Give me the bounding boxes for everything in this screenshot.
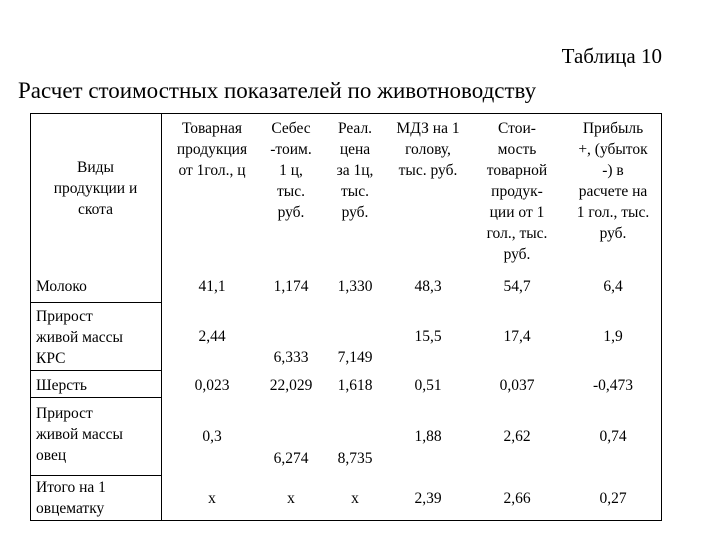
header-product-type: Виды продукции и скота [53,159,138,218]
table-cell: х [351,490,359,507]
table-cell: 17,4 [503,328,531,345]
row-label-total-per-ewe: Итого на 1 овцематку [36,479,106,517]
header-profit-loss: Прибыль +, (убыток -) в расчете на 1 гол., тыс. руб. [576,120,650,242]
header-marketable-output: Товарная продукция от 1гол., ц [176,120,248,179]
table-number: Таблица 10 [561,44,662,68]
header-value-of-output: Стои- мость товарной продук- ции от 1 гол., тыс. руб. [486,120,548,263]
table-cell: х [287,490,295,507]
table-cell: 6,333 [273,349,309,366]
table-cell: 1,618 [337,377,373,394]
table-cell: 1,330 [337,278,373,295]
table-cell: 6,274 [273,450,309,467]
table-cell: 6,4 [603,278,623,295]
table-cell: 0,51 [414,377,442,394]
table-cell: 0,037 [499,377,535,394]
table-cell: 1,174 [273,278,309,295]
header-sale-price: Реал. цена за 1ц, тыс. руб. [336,120,374,221]
table-cell: 15,5 [414,328,442,345]
data-table [30,113,662,521]
table-cell: 22,029 [269,377,313,394]
row-label-sheep-gain: Прирост живой массы овец [36,405,123,464]
row-divider [30,302,161,303]
table-cell: 1,88 [414,428,442,445]
header-mdz-per-head: МДЗ на 1 голову, тыс. руб. [396,120,460,179]
table-cell: 48,3 [414,278,442,295]
row-divider [30,475,161,476]
table-cell: 41,1 [198,278,226,295]
table-cell: 8,735 [337,450,373,467]
table-cell: 1,9 [603,328,623,345]
table-title: Расчет стоимостных показателей по животноводству [18,78,537,103]
table-border-top [30,113,662,114]
column-divider [161,113,162,521]
table-border-bottom [30,520,662,521]
table-cell: 0,023 [194,377,230,394]
row-divider [30,397,161,398]
table-cell: 2,62 [503,428,531,445]
table-cell: 54,7 [503,278,531,295]
table-cell: 2,39 [414,490,442,507]
table-cell: 0,27 [599,490,627,507]
table-cell: 2,44 [198,328,226,345]
table-cell: 2,66 [503,490,531,507]
table-cell: 0,74 [599,428,627,445]
row-label-milk: Молоко [36,278,87,295]
table-cell: 7,149 [337,349,373,366]
header-cost-per-unit: Себес -тоим. 1 ц, тыс. руб. [270,120,312,221]
row-label-wool: Шерсть [36,377,87,394]
table-cell: х [208,490,216,507]
row-label-cattle-gain: Прирост живой массы КРС [36,308,123,367]
row-divider [30,370,161,371]
table-cell: 0,3 [202,428,222,445]
table-cell: -0,473 [592,377,634,394]
